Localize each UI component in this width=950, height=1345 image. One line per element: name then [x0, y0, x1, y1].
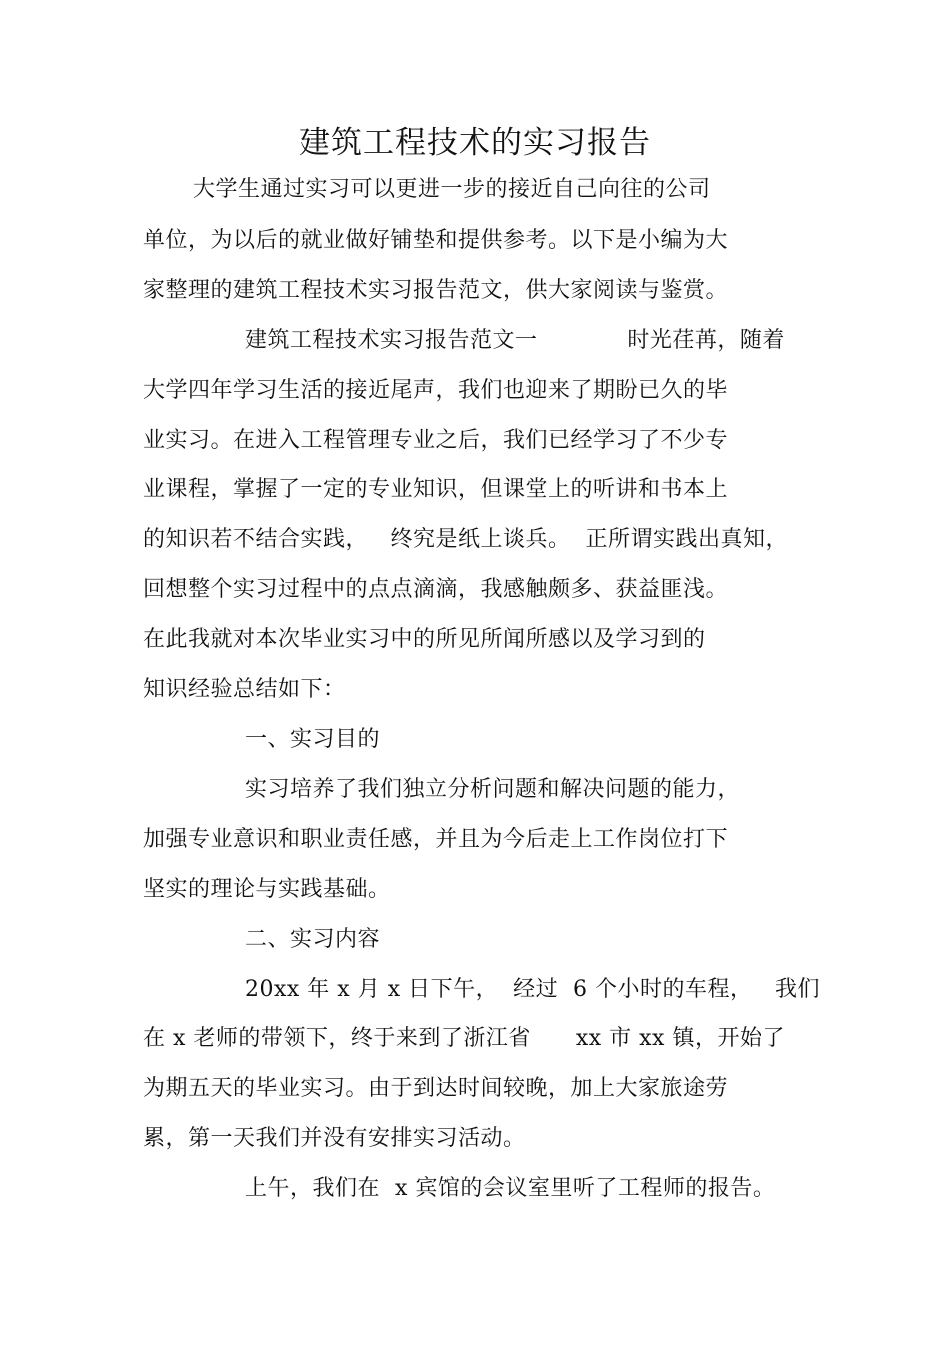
paragraph-line: 上午，我们在 x 宾馆的会议室里听了工程师的报告。 — [245, 1176, 776, 1201]
paragraph-line: 累，第一天我们并没有安排实习活动。 — [143, 1126, 526, 1151]
paragraph-line: 为期五天的毕业实习。由于到达时间较晚，加上大家旅途劳 — [143, 1076, 729, 1101]
paragraph-line: 家整理的建筑工程技术实习报告范文，供大家阅读与鉴赏。 — [143, 278, 729, 303]
paragraph-line: 在此我就对本次毕业实习中的所见所闻所感以及学习到的 — [143, 627, 706, 652]
paragraph-line: 加强专业意识和职业责任感，并且为今后走上工作岗位打下 — [143, 827, 729, 852]
paragraph-line: 业课程，掌握了一定的专业知识，但课堂上的听讲和书本上 — [143, 477, 729, 502]
section-heading: 二、实习内容 — [245, 927, 381, 952]
paragraph-line: 坚实的理论与实践基础。 — [143, 877, 391, 902]
paragraph-line: 20xx 年 x 月 x 日下午， 经过 6 个小时的车程， 我们 — [245, 977, 821, 1002]
document-title: 建筑工程技术的实习报告 — [299, 125, 651, 161]
paragraph-line: 单位，为以后的就业做好铺垫和提供参考。以下是小编为大 — [143, 228, 729, 253]
section-heading: 一、实习目的 — [245, 727, 381, 752]
paragraph-line: 回想整个实习过程中的点点滴滴，我感触颇多、获益匪浅。 — [143, 577, 729, 602]
paragraph-line: 实习培养了我们独立分析问题和解决问题的能力， — [245, 777, 741, 802]
paragraph-line: 建筑工程技术实习报告范文一 时光荏苒，随着 — [245, 328, 785, 353]
paragraph-line: 在 x 老师的带领下，终于来到了浙江省 xx 市 xx 镇，开始了 — [143, 1026, 785, 1051]
paragraph-line: 大学四年学习生活的接近尾声，我们也迎来了期盼已久的毕 — [143, 378, 729, 403]
paragraph-line: 业实习。在进入工程管理专业之后，我们已经学习了不少专 — [143, 428, 729, 453]
paragraph-line: 的知识若不结合实践， 终究是纸上谈兵。 正所谓实践出真知， — [143, 527, 788, 552]
paragraph-line: 大学生通过实习可以更进一步的接近自己向往的公司 — [193, 177, 711, 202]
paragraph-line: 知识经验总结如下： — [143, 677, 346, 702]
